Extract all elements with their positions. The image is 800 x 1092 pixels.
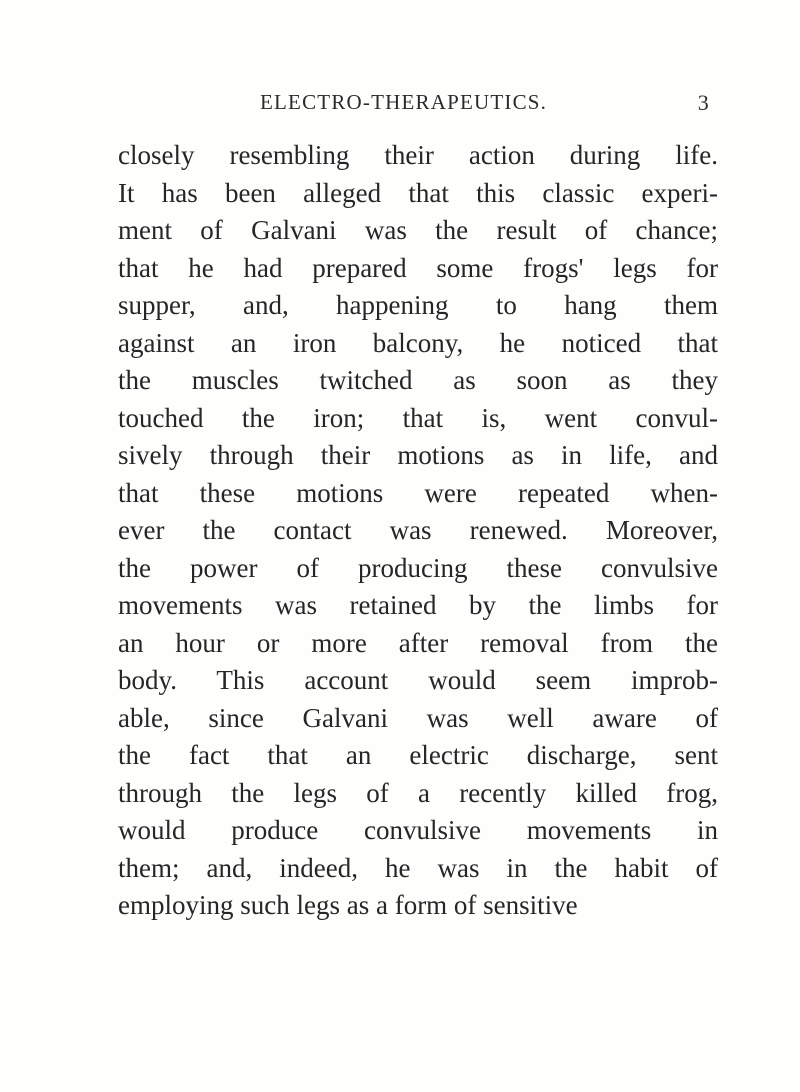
text-line: supper, and, happening to hang them [118,290,718,320]
text-line: through the legs of a recently killed frog, [118,777,718,808]
body-text [118,137,718,925]
text-line: It has been alleged that this classic experi- [118,177,718,208]
text-line: would produce convulsive movements in [118,815,718,845]
text-line: employing such legs as a form of sensitive [118,890,578,920]
text-line: the muscles twitched as soon as they [118,365,718,395]
page-number: 3 [697,90,710,115]
text-line: touched the iron; that is, went convul- [118,402,718,433]
text-line: them; and, indeed, he was in the habit of [118,852,718,883]
text-line: able, since Galvani was well aware of [118,702,718,733]
text-line: sively through their motions as in life, and [118,440,718,470]
text-line: an hour or more after removal from the [118,627,718,658]
text-line: the power of producing these convulsive [118,552,718,583]
running-head [90,86,710,122]
text-line: ever the contact was renewed. Moreover, [118,515,718,545]
text-line: body. This account would seem improb- [118,665,718,695]
running-title: ELECTRO-THERAPEUTICS. [260,90,548,114]
text-line: the fact that an electric discharge, sent [118,740,718,770]
text-line: movements was retained by the limbs for [118,590,718,620]
text-line: that these motions were repeated when- [118,477,718,508]
text-line: against an iron balcony, he noticed that [118,327,718,358]
text-line: closely resembling their action during life. [118,140,718,170]
text-line: that he had prepared some frogs' legs for [118,252,718,283]
text-line: ment of Galvani was the result of chance; [118,215,718,245]
